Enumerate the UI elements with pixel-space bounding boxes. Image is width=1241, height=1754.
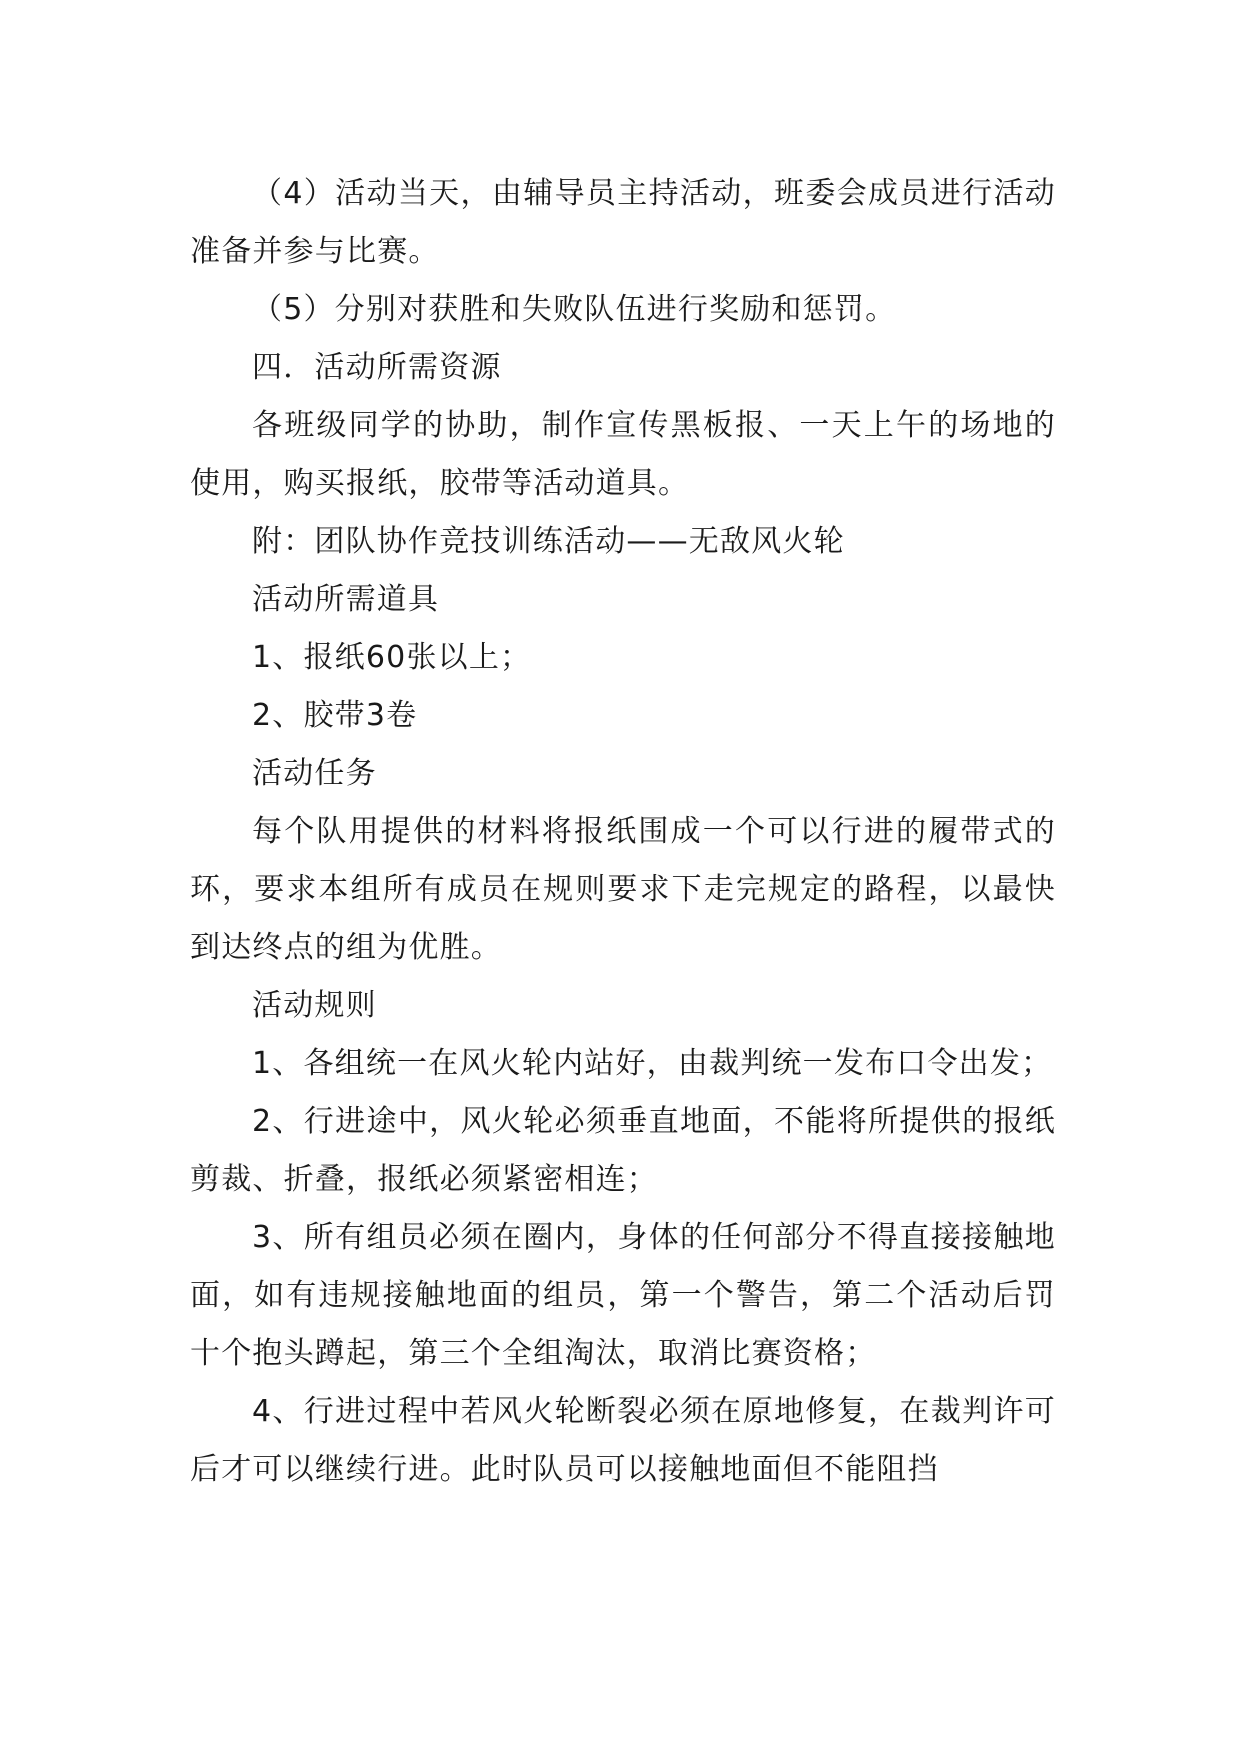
document-body (190, 165, 1056, 1499)
heading-appendix: 附：团队协作竞技训练活动——无敌风火轮 (252, 524, 845, 559)
rule-2: 2、行进途中，风火轮必须垂直地面，不能将所提供的报纸剪裁、折叠，报纸必须紧密相连； (190, 1104, 1056, 1197)
heading-task: 活动任务 (252, 756, 377, 791)
heading-rules: 活动规则 (252, 988, 377, 1023)
heading-props: 活动所需道具 (252, 582, 440, 617)
paragraph-task: 每个队用提供的材料将报纸围成一个可以行进的履带式的环，要求本组所有成员在规则要求下走完规定的路程，以最快到达终点的组为优胜。 (190, 814, 1056, 965)
list-item-newspaper: 1、报纸60张以上； (252, 640, 532, 675)
list-item-tape: 2、胶带3卷 (252, 698, 418, 733)
paragraph-resources: 各班级同学的协助，制作宣传黑板报、一天上午的场地的使用，购买报纸，胶带等活动道具。 (190, 408, 1056, 501)
paragraph-activity-day: （4）活动当天，由辅导员主持活动，班委会成员进行活动准备并参与比赛。 (190, 176, 1056, 269)
heading-resources: 四．活动所需资源 (252, 350, 502, 385)
rule-3: 3、所有组员必须在圈内，身体的任何部分不得直接接触地面，如有违规接触地面的组员，第一个警告，第二个活动后罚十个抱头蹲起，第三个全组淘汰，取消比赛资格； (190, 1220, 1056, 1371)
rule-1: 1、各组统一在风火轮内站好，由裁判统一发布口令出发； (252, 1046, 1053, 1081)
rule-4: 4、行进过程中若风火轮断裂必须在原地修复，在裁判许可后才可以继续行进。此时队员可以接触地面但不能阻挡 (190, 1394, 1056, 1487)
paragraph-reward-punish: （5）分别对获胜和失败队伍进行奖励和惩罚。 (252, 292, 897, 327)
